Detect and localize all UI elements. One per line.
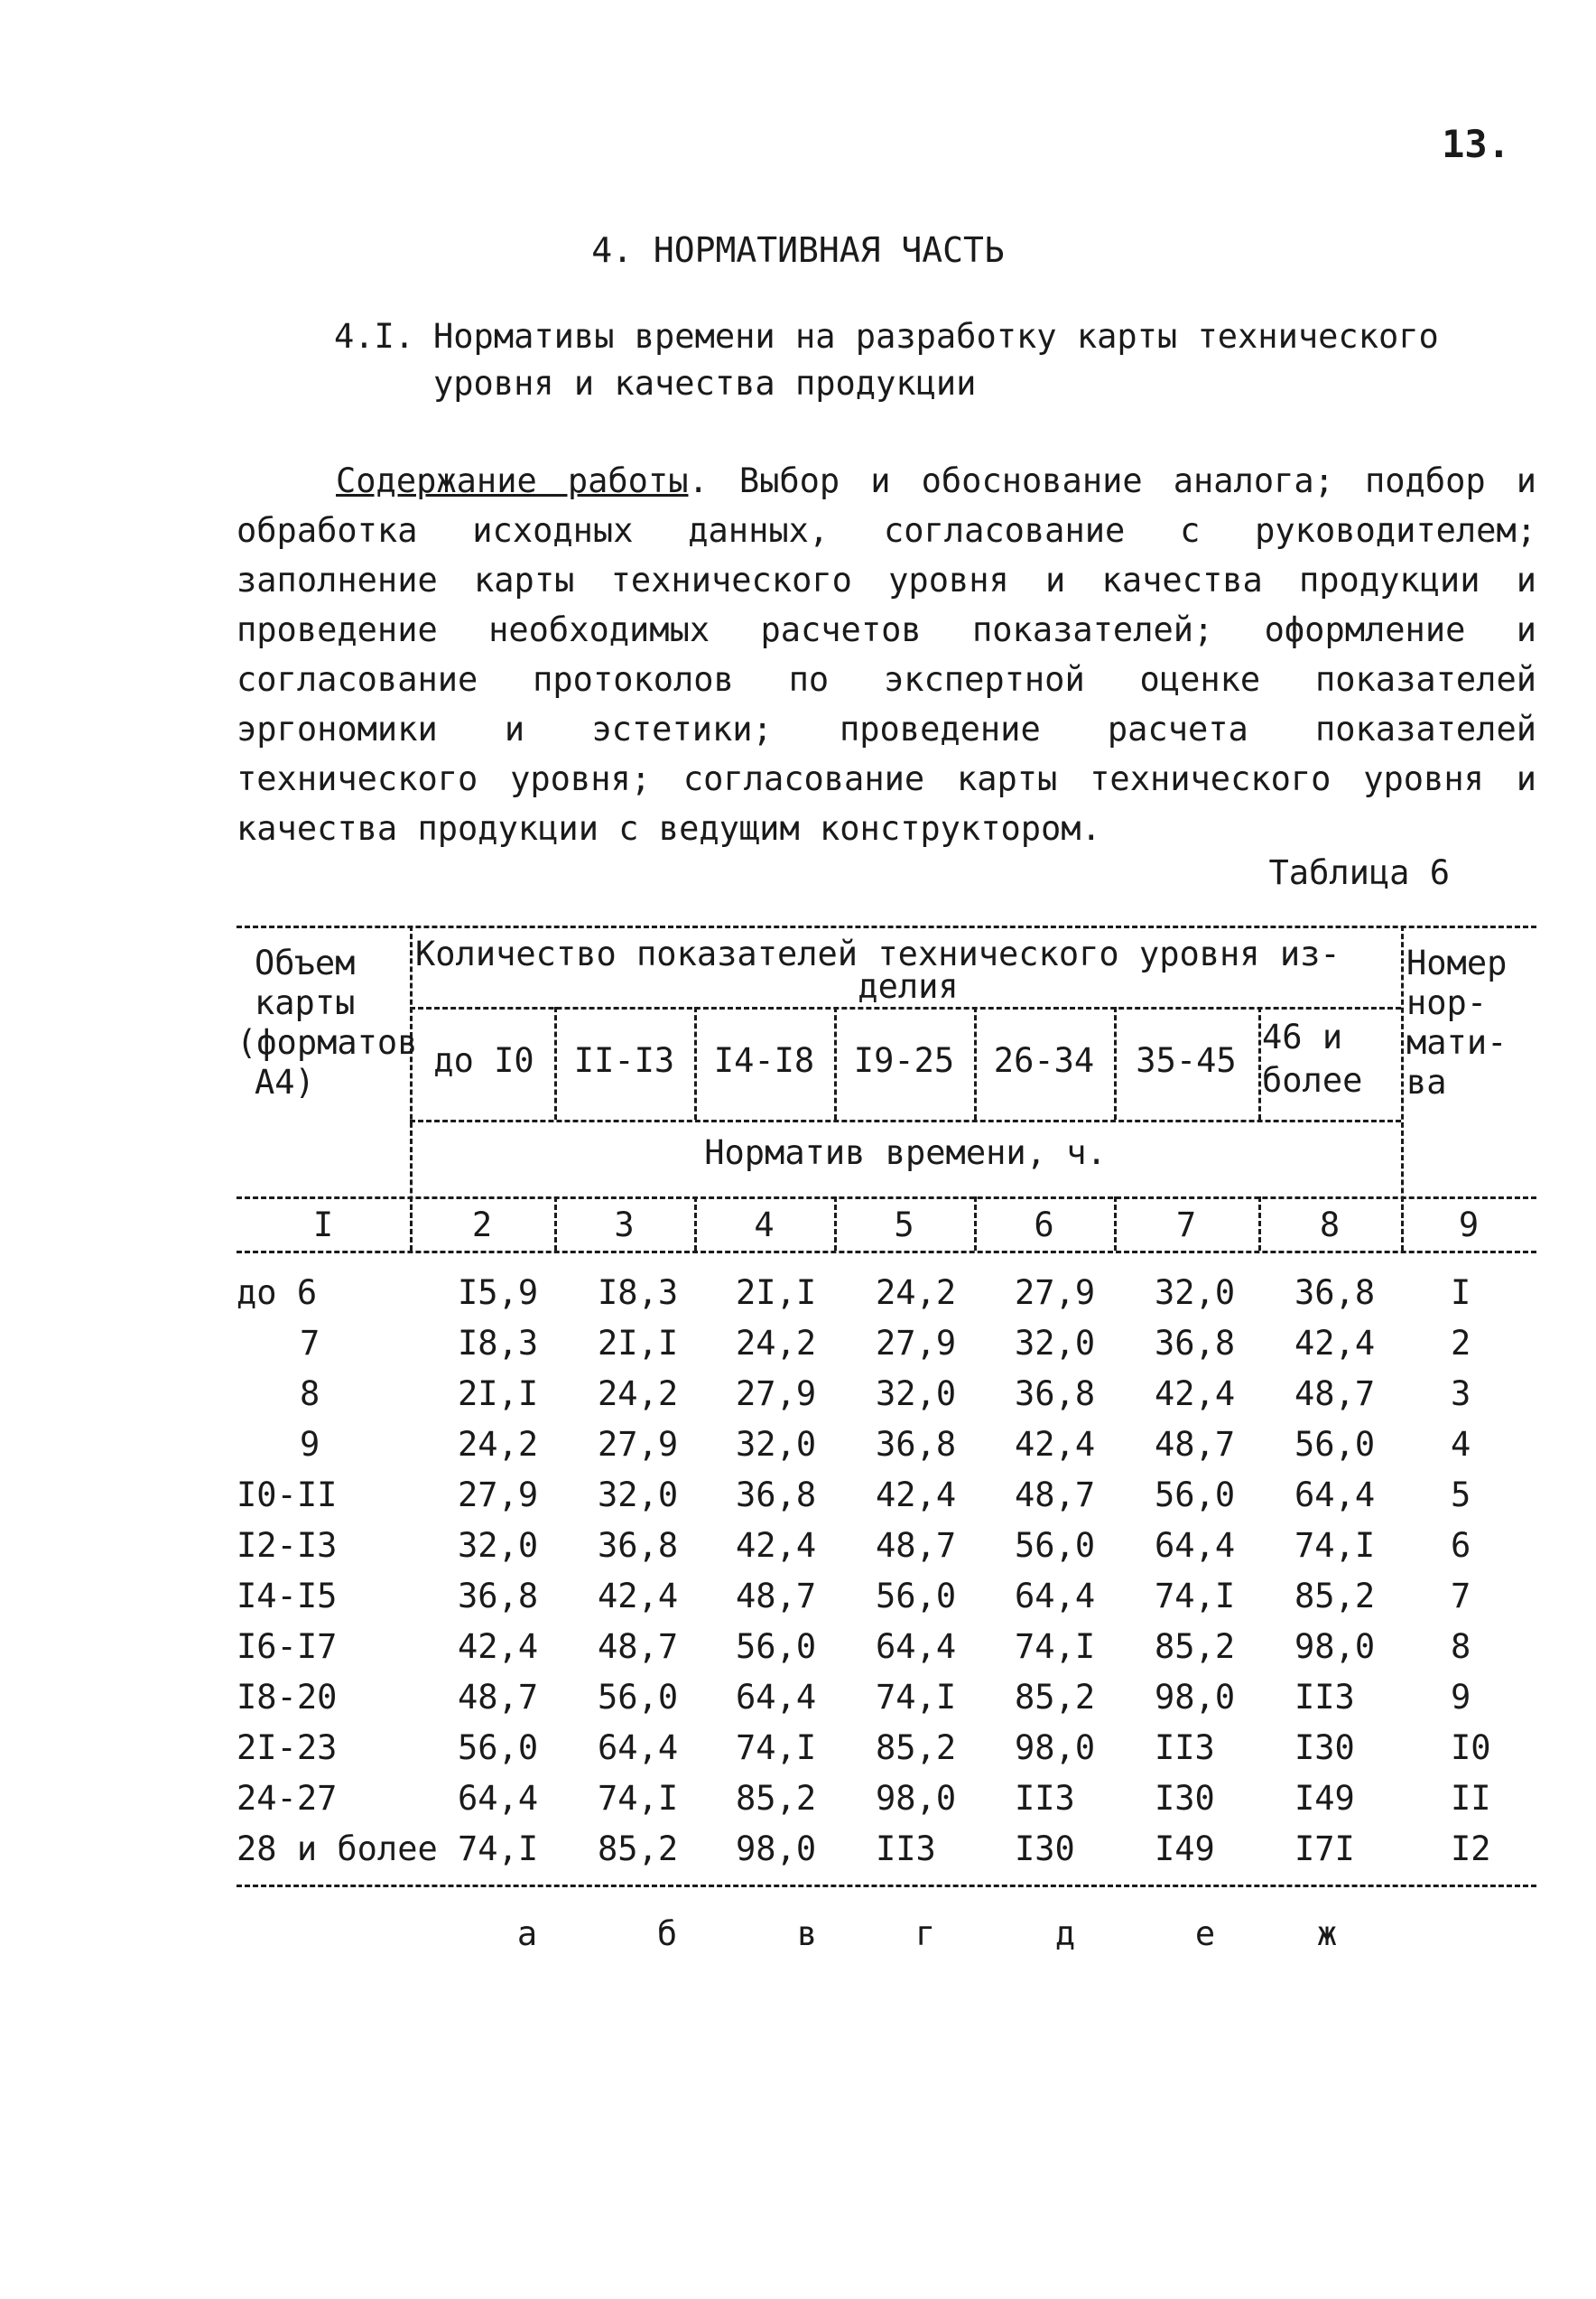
row-time-value: 98,0 [876,1779,957,1818]
row-time-value: 36,8 [458,1577,539,1615]
row-time-value: 56,0 [736,1627,817,1666]
row-time-value: 27,9 [876,1324,957,1363]
subcol-divider [1258,1007,1261,1120]
table-row [237,1425,1536,1475]
row-time-value: I7I [1294,1829,1355,1868]
row-time-value: 32,0 [736,1425,817,1464]
column-letter: в [796,1914,818,1953]
row-norm-number: 6 [1451,1526,1471,1565]
col-number: 3 [614,1205,635,1244]
row-norm-number: I2 [1451,1829,1491,1868]
row-time-value: 42,4 [876,1475,957,1514]
row-time-value: 56,0 [598,1678,679,1717]
page-number: 13. [1442,122,1510,166]
row-time-value: 56,0 [1015,1526,1096,1565]
row-time-value: II3 [1015,1779,1075,1818]
column-letter: ж [1316,1914,1338,1953]
row-time-value: 24,2 [458,1425,539,1464]
row-time-value: 85,2 [1015,1678,1096,1717]
subcol-header: I4-I8 [713,1041,815,1080]
row-time-value: 27,9 [458,1475,539,1514]
row-time-value: 48,7 [598,1627,679,1666]
table-row [237,1475,1536,1525]
row-time-value: 32,0 [598,1475,679,1514]
row-time-value: 85,2 [1294,1577,1376,1615]
work-content-paragraph [237,456,1536,853]
row-time-value: 64,4 [1294,1475,1376,1514]
row-time-value: 2I,I [598,1324,679,1363]
row-time-value: 36,8 [1015,1374,1096,1413]
table-row [237,1273,1536,1323]
row-time-value: 64,4 [598,1728,679,1767]
row-time-value: 98,0 [1294,1627,1376,1666]
subsection-number: 4.I. [334,317,415,356]
row-volume: 24-27 [237,1779,338,1818]
row-norm-number: 9 [1451,1678,1471,1717]
row-volume: 2I-23 [237,1728,338,1767]
table-row [237,1678,1536,1727]
row-volume: 9 [300,1425,320,1464]
row-time-value: 42,4 [736,1526,817,1565]
row-time-value: 56,0 [1155,1475,1236,1514]
row-time-value: 42,4 [1015,1425,1096,1464]
row-time-value: 36,8 [1294,1273,1376,1312]
row-time-value: 85,2 [876,1728,957,1767]
table-row [237,1627,1536,1677]
row-norm-number: I [1451,1273,1471,1312]
row-norm-number: 2 [1451,1324,1471,1363]
column-letter: б [656,1914,678,1953]
row-time-value: I30 [1015,1829,1075,1868]
row-time-value: 24,2 [876,1273,957,1312]
work-content-text: . Выбор и обоснование аналога; подбор и обработка исходных данных, согласование с руководителем; заполнение карты технического уровня и качества продукции и проведение необходимых расчетов показателей; оформление и согласование протоколов по экспертной оценке показателей эргономики и эстетики; проведение расчета показателей технического уровня; согласование карты технического уровня и качества продукции с ведущим конструктором. [237,461,1536,848]
table-row [237,1526,1536,1576]
row-time-value: 32,0 [1015,1324,1096,1363]
row-time-value: 32,0 [876,1374,957,1413]
header-norm-number-line: Номер [1406,944,1508,982]
row-norm-number: 5 [1451,1475,1471,1514]
row-volume: до 6 [237,1273,318,1312]
row-time-value: I30 [1294,1728,1355,1767]
col-number: 8 [1319,1205,1341,1244]
row-time-value: 98,0 [1015,1728,1096,1767]
row-time-value: 74,I [736,1728,817,1767]
row-volume: I4-I5 [237,1577,338,1615]
subcol-header: I9-25 [853,1041,955,1080]
col-number: I [312,1205,334,1244]
row-time-value: II3 [1155,1728,1215,1767]
row-time-value: I5,9 [458,1273,539,1312]
row-time-value: 2I,I [736,1273,817,1312]
row-time-value: 27,9 [736,1374,817,1413]
row-time-value: 85,2 [736,1779,817,1818]
column-letter: г [914,1914,936,1953]
row-volume: I6-I7 [237,1627,338,1666]
table-row [237,1324,1536,1373]
table-row [237,1829,1536,1879]
col-number: 5 [894,1205,914,1244]
row-time-value: I49 [1294,1779,1355,1818]
row-time-value: 64,4 [876,1627,957,1666]
row-volume: 28 и более [237,1829,438,1868]
header-norm-number-line: нор- [1406,983,1488,1022]
row-volume: 7 [300,1324,320,1363]
table-row [237,1577,1536,1626]
row-time-value: 48,7 [1015,1475,1096,1514]
row-time-value: 64,4 [1155,1526,1236,1565]
row-norm-number: 7 [1451,1577,1471,1615]
row-time-value: 2I,I [458,1374,539,1413]
row-time-value: 74,I [1015,1627,1096,1666]
column-letter: е [1194,1914,1216,1953]
subcols-rule [410,1120,1401,1122]
col-numbers-rule [237,1251,1536,1253]
row-time-value: 48,7 [1294,1374,1376,1413]
row-time-value: 27,9 [1015,1273,1096,1312]
header-volume-line: карты [255,983,356,1022]
row-time-value: 85,2 [1155,1627,1236,1666]
header-volume [237,944,418,1103]
col-number: 9 [1458,1205,1480,1244]
row-time-value: 27,9 [598,1425,679,1464]
row-time-value: 74,I [1294,1526,1376,1565]
row-volume: I0-II [237,1475,338,1514]
subcol-header: 26-34 [993,1041,1095,1080]
subsection-heading [334,313,1508,407]
row-time-value: 64,4 [458,1779,539,1818]
row-time-value: 36,8 [876,1425,957,1464]
row-time-value: 24,2 [736,1324,817,1363]
column-letter: д [1054,1914,1076,1953]
header-volume-line: (форматов [237,1023,418,1062]
row-time-value: 56,0 [876,1577,957,1615]
row-time-value: 48,7 [1155,1425,1236,1464]
row-time-value: 36,8 [598,1526,679,1565]
row-time-value: 64,4 [736,1678,817,1717]
row-norm-number: 4 [1451,1425,1471,1464]
row-time-value: 74,I [598,1779,679,1818]
col-number: 2 [471,1205,493,1244]
header-bottom-rule [237,1196,1536,1199]
column-letter: а [516,1914,538,1953]
row-volume: 8 [300,1374,320,1413]
row-time-value: I8,3 [458,1324,539,1363]
subsection-title-line1: Нормативы времени на разработку карты технического [433,317,1439,356]
header-indicators-count [415,935,1401,1007]
row-time-value: II3 [876,1829,936,1868]
row-time-value: 36,8 [1155,1324,1236,1363]
header-group-line: Количество показателей технического уровня из- [415,935,1341,973]
table-top-rule [237,926,1536,928]
row-time-value: 64,4 [1015,1577,1096,1615]
row-time-value: 85,2 [598,1829,679,1868]
row-time-value: 56,0 [458,1728,539,1767]
header-norm-number-line: мати- [1406,1023,1508,1062]
subcol-header: до I0 [433,1041,534,1080]
row-time-value: 32,0 [458,1526,539,1565]
header-norm-number-line: ва [1406,1063,1447,1102]
row-time-value: 74,I [876,1678,957,1717]
row-time-value: 42,4 [1294,1324,1376,1363]
row-time-value: 24,2 [598,1374,679,1413]
row-time-value: 36,8 [736,1475,817,1514]
row-time-value: 48,7 [876,1526,957,1565]
table-row [237,1728,1536,1778]
col-number: 7 [1175,1205,1197,1244]
subcol-header: 46 и более [1262,1018,1363,1100]
row-time-value: 32,0 [1155,1273,1236,1312]
row-norm-number: II [1451,1779,1491,1818]
subcol-header: II-I3 [573,1041,675,1080]
header-volume-line: Объем [255,944,356,982]
group-header-rule [410,1007,1401,1010]
row-time-value: 48,7 [458,1678,539,1717]
row-time-value: II3 [1294,1678,1355,1717]
header-time-norm: Норматив времени, ч. [704,1133,1107,1172]
table-caption: Таблица 6 [1268,853,1450,892]
col-number: 4 [754,1205,775,1244]
col-number: 6 [1034,1205,1054,1244]
row-time-value: 74,I [1155,1577,1236,1615]
table-row [237,1779,1536,1829]
work-content-lead: Содержание работы [336,461,689,500]
row-time-value: I49 [1155,1829,1215,1868]
subsection-title-line2: уровня и качества продукции [433,364,977,403]
row-time-value: 42,4 [1155,1374,1236,1413]
row-norm-number: 3 [1451,1374,1471,1413]
row-norm-number: I0 [1451,1728,1491,1767]
row-norm-number: 8 [1451,1627,1471,1666]
row-time-value: 42,4 [458,1627,539,1666]
row-time-value: 98,0 [1155,1678,1236,1717]
header-volume-line: А4) [255,1063,315,1102]
row-time-value: 56,0 [1294,1425,1376,1464]
table-bottom-rule [237,1885,1536,1887]
row-time-value: I30 [1155,1779,1215,1818]
row-time-value: I8,3 [598,1273,679,1312]
row-time-value: 42,4 [598,1577,679,1615]
table-row [237,1374,1536,1424]
subcol-header: 35-45 [1136,1041,1237,1080]
row-time-value: 48,7 [736,1577,817,1615]
row-time-value: 74,I [458,1829,539,1868]
section-title: 4. НОРМАТИВНАЯ ЧАСТЬ [591,230,1005,270]
row-time-value: 98,0 [736,1829,817,1868]
header-norm-number [1406,944,1536,1103]
header-group-line: делия [858,967,959,1006]
row-volume: I2-I3 [237,1526,338,1565]
row-volume: I8-20 [237,1678,338,1717]
